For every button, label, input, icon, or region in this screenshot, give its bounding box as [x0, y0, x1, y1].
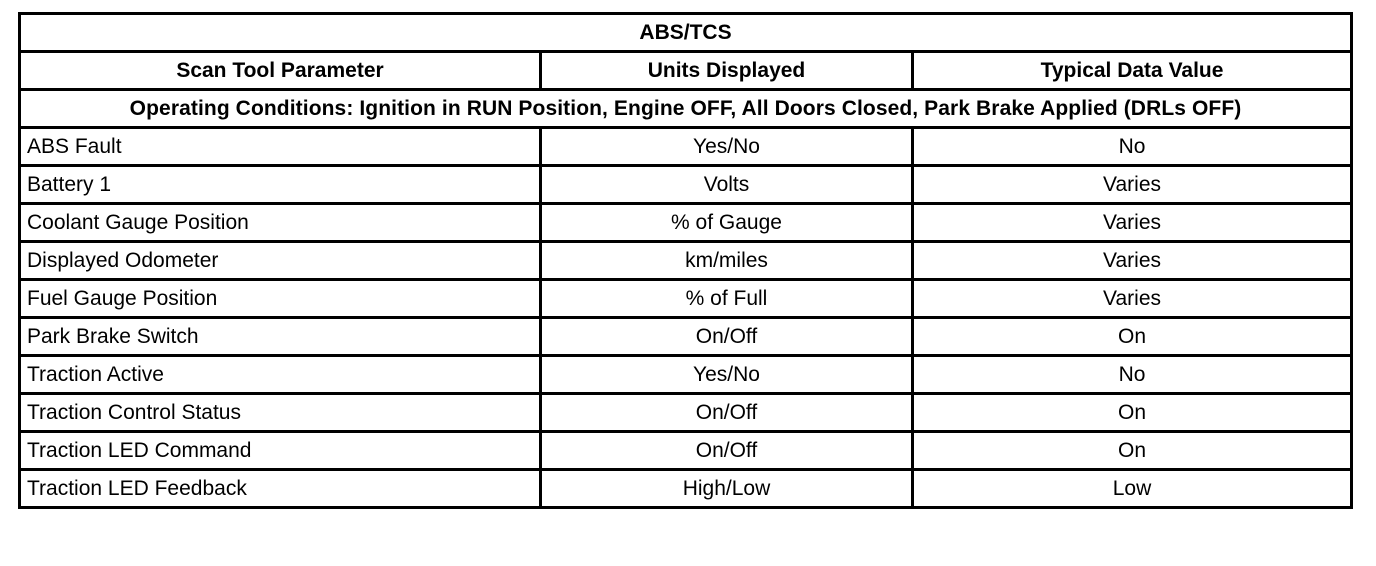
- value-cell: No: [913, 128, 1352, 166]
- value-cell: Varies: [913, 280, 1352, 318]
- units-cell: On/Off: [541, 318, 913, 356]
- operating-conditions-row: [20, 90, 1352, 128]
- table-row: [20, 128, 1352, 166]
- table-row: [20, 356, 1352, 394]
- parameter-cell: Traction LED Feedback: [20, 470, 541, 508]
- units-cell: High/Low: [541, 470, 913, 508]
- units-cell: On/Off: [541, 432, 913, 470]
- parameter-cell: Traction LED Command: [20, 432, 541, 470]
- operating-conditions: Operating Conditions: Ignition in RUN Position, Engine OFF, All Doors Closed, Park Brake Applied (DRLs OFF): [20, 90, 1352, 128]
- table-row: [20, 394, 1352, 432]
- value-cell: Low: [913, 470, 1352, 508]
- table-row: [20, 432, 1352, 470]
- parameter-cell: Battery 1: [20, 166, 541, 204]
- header-units-displayed: Units Displayed: [541, 52, 913, 90]
- table-header-row: [20, 52, 1352, 90]
- table-row: [20, 242, 1352, 280]
- table-title-row: [20, 14, 1352, 52]
- value-cell: No: [913, 356, 1352, 394]
- units-cell: % of Full: [541, 280, 913, 318]
- parameter-cell: Park Brake Switch: [20, 318, 541, 356]
- value-cell: Varies: [913, 242, 1352, 280]
- table-title: ABS/TCS: [20, 14, 1352, 52]
- units-cell: % of Gauge: [541, 204, 913, 242]
- data-table-container: [18, 12, 1350, 509]
- units-cell: Volts: [541, 166, 913, 204]
- value-cell: Varies: [913, 204, 1352, 242]
- value-cell: Varies: [913, 166, 1352, 204]
- units-cell: Yes/No: [541, 128, 913, 166]
- parameter-cell: Traction Active: [20, 356, 541, 394]
- parameter-cell: ABS Fault: [20, 128, 541, 166]
- value-cell: On: [913, 318, 1352, 356]
- units-cell: km/miles: [541, 242, 913, 280]
- units-cell: On/Off: [541, 394, 913, 432]
- table-row: [20, 470, 1352, 508]
- units-cell: Yes/No: [541, 356, 913, 394]
- table-row: [20, 318, 1352, 356]
- table-row: [20, 166, 1352, 204]
- table-row: [20, 204, 1352, 242]
- header-scan-tool-parameter: Scan Tool Parameter: [20, 52, 541, 90]
- scan-tool-data-table: [18, 12, 1353, 509]
- header-typical-data-value: Typical Data Value: [913, 52, 1352, 90]
- parameter-cell: Traction Control Status: [20, 394, 541, 432]
- value-cell: On: [913, 394, 1352, 432]
- parameter-cell: Coolant Gauge Position: [20, 204, 541, 242]
- value-cell: On: [913, 432, 1352, 470]
- parameter-cell: Displayed Odometer: [20, 242, 541, 280]
- parameter-cell: Fuel Gauge Position: [20, 280, 541, 318]
- table-row: [20, 280, 1352, 318]
